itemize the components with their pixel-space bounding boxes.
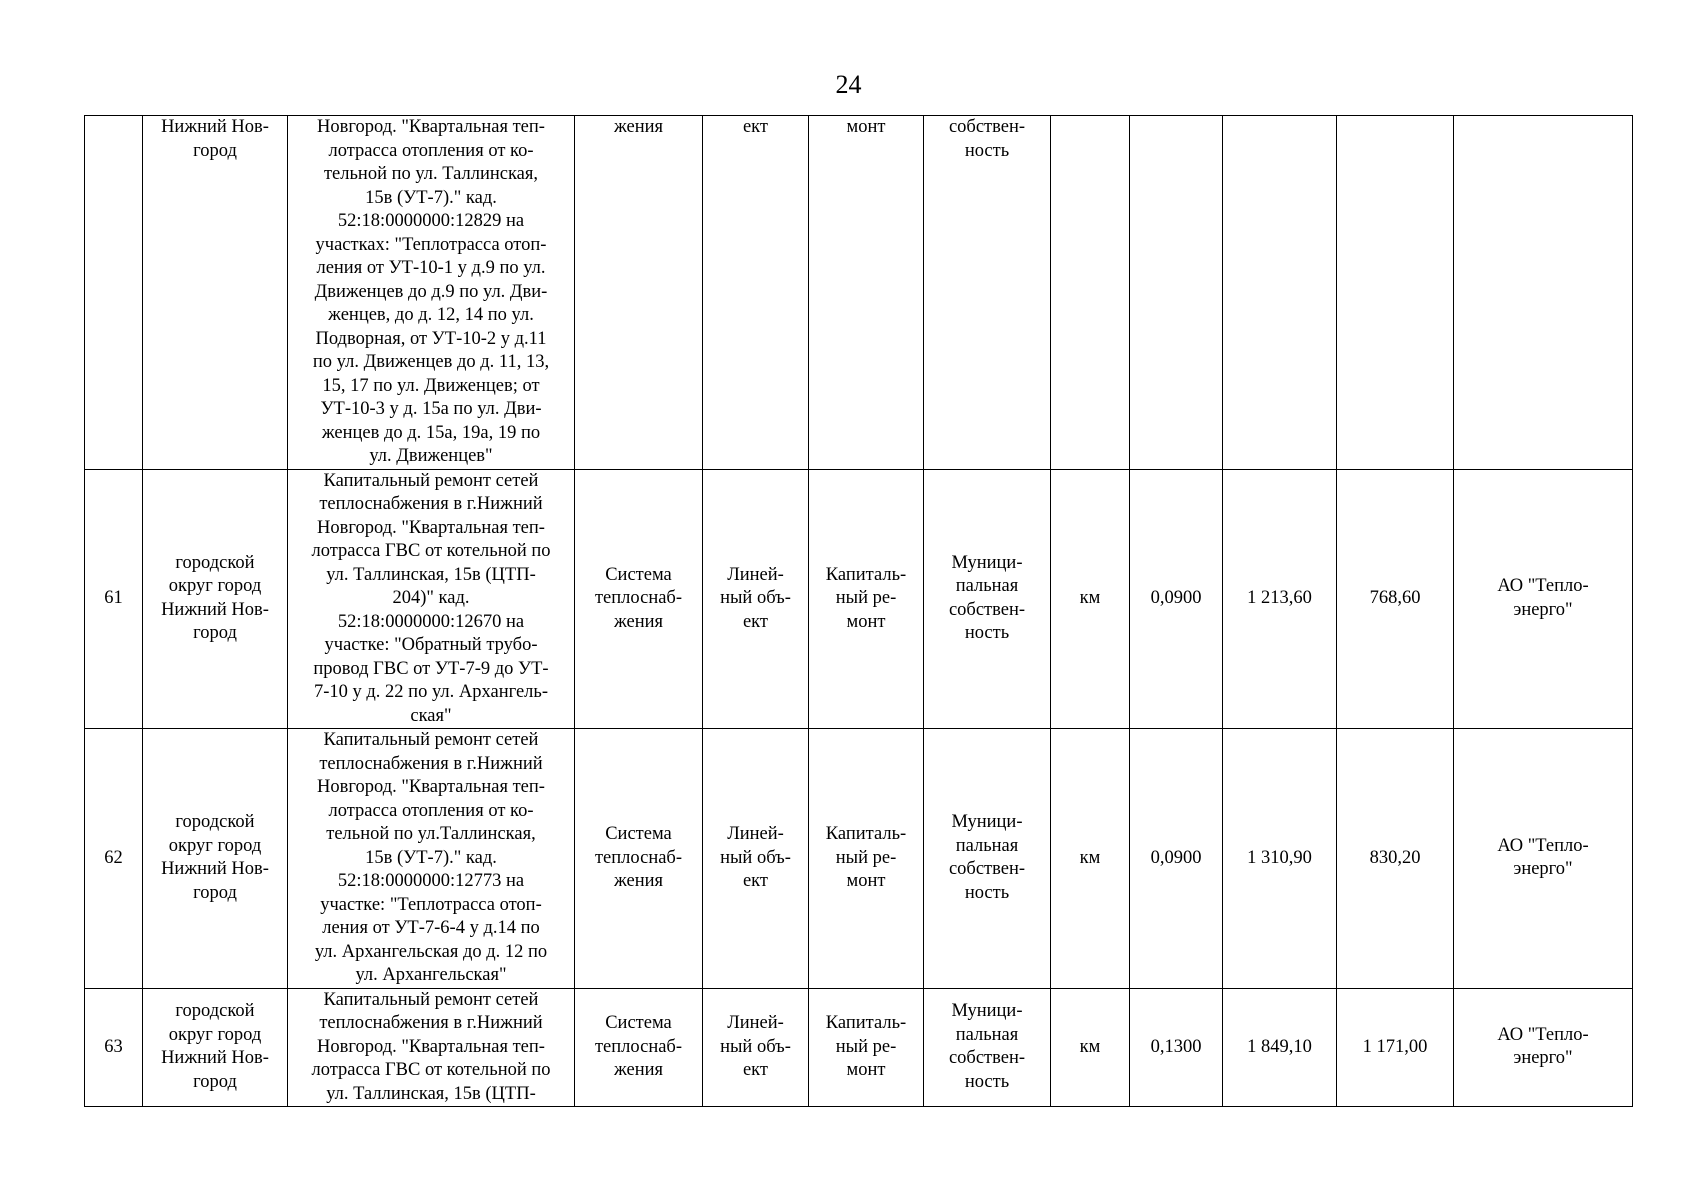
work-type-cell: Капиталь- ный ре- монт bbox=[809, 729, 924, 989]
territory-cell: городской округ город Нижний Нов- город bbox=[143, 729, 288, 989]
unit-cell bbox=[1051, 116, 1130, 470]
table-row bbox=[85, 729, 1633, 989]
object-type-cell: ект bbox=[703, 116, 809, 470]
row-number-cell: 61 bbox=[85, 469, 143, 729]
length-cell: 0,1300 bbox=[1130, 988, 1223, 1107]
organization-cell: АО "Тепло- энерго" bbox=[1454, 988, 1633, 1107]
system-cell: Система теплоснаб- жения bbox=[575, 469, 703, 729]
ownership-cell: Муници- пальная собствен- ность bbox=[924, 988, 1051, 1107]
row-number-cell: 62 bbox=[85, 729, 143, 989]
organization-cell bbox=[1454, 116, 1633, 470]
territory-cell: городской округ город Нижний Нов- город bbox=[143, 988, 288, 1107]
object-type-cell: Линей- ный объ- ект bbox=[703, 729, 809, 989]
cost-total-cell: 1 310,90 bbox=[1223, 729, 1337, 989]
cost-part-cell: 830,20 bbox=[1337, 729, 1454, 989]
description-cell: Новгород. "Квартальная теп- лотрасса отопления от ко- тельной по ул. Таллинская, 15в (УТ-7)." кад. 52:18:0000000:12829 на участках: "Теплотрасса отоп- ления от УТ-10-1 у д.9 по ул. Движенцев до д.9 по ул. Дви- женцев, до д. 12, 14 по ул. Подворная, от УТ-10-2 у д.11 по ул. Движенцев до д. 11, 13, 15, 17 по ул. Движенцев; от УТ-10-3 у д. 15а по ул. Дви- женцев до д. 15а, 19а, 19 по ул. Движенцев" bbox=[288, 116, 575, 470]
table-row bbox=[85, 988, 1633, 1107]
table-row bbox=[85, 469, 1633, 729]
description-cell: Капитальный ремонт сетей теплоснабжения в г.Нижний Новгород. "Квартальная теп- лотрасса отопления от ко- тельной по ул.Таллинская, 15в (УТ-7)." кад. 52:18:0000000:12773 на участке: "Теплотрасса отоп- ления от УТ-7-6-4 у д.14 по ул. Архангельская до д. 12 по ул. Архангельская" bbox=[288, 729, 575, 989]
length-cell: 0,0900 bbox=[1130, 469, 1223, 729]
ownership-cell: Муници- пальная собствен- ность bbox=[924, 469, 1051, 729]
work-type-cell: Капиталь- ный ре- монт bbox=[809, 988, 924, 1107]
row-number-cell bbox=[85, 116, 143, 470]
cost-part-cell: 768,60 bbox=[1337, 469, 1454, 729]
length-cell bbox=[1130, 116, 1223, 470]
cost-part-cell: 1 171,00 bbox=[1337, 988, 1454, 1107]
page-number: 24 bbox=[835, 70, 862, 99]
ownership-cell: Муници- пальная собствен- ность bbox=[924, 729, 1051, 989]
works-table bbox=[84, 115, 1633, 1107]
organization-cell: АО "Тепло- энерго" bbox=[1454, 469, 1633, 729]
object-type-cell: Линей- ный объ- ект bbox=[703, 469, 809, 729]
territory-cell: Нижний Нов- город bbox=[143, 116, 288, 470]
object-type-cell: Линей- ный объ- ект bbox=[703, 988, 809, 1107]
length-cell: 0,0900 bbox=[1130, 729, 1223, 989]
unit-cell: км bbox=[1051, 988, 1130, 1107]
unit-cell: км bbox=[1051, 469, 1130, 729]
system-cell: Система теплоснаб- жения bbox=[575, 988, 703, 1107]
system-cell: жения bbox=[575, 116, 703, 470]
unit-cell: км bbox=[1051, 729, 1130, 989]
cost-part-cell bbox=[1337, 116, 1454, 470]
cost-total-cell bbox=[1223, 116, 1337, 470]
table-row bbox=[85, 116, 1633, 470]
cost-total-cell: 1 213,60 bbox=[1223, 469, 1337, 729]
work-type-cell: монт bbox=[809, 116, 924, 470]
row-number-cell: 63 bbox=[85, 988, 143, 1107]
description-cell: Капитальный ремонт сетей теплоснабжения в г.Нижний Новгород. "Квартальная теп- лотрасса ГВС от котельной по ул. Таллинская, 15в (ЦТП- bbox=[288, 988, 575, 1107]
organization-cell: АО "Тепло- энерго" bbox=[1454, 729, 1633, 989]
work-type-cell: Капиталь- ный ре- монт bbox=[809, 469, 924, 729]
cost-total-cell: 1 849,10 bbox=[1223, 988, 1337, 1107]
territory-cell: городской округ город Нижний Нов- город bbox=[143, 469, 288, 729]
ownership-cell: собствен- ность bbox=[924, 116, 1051, 470]
description-cell: Капитальный ремонт сетей теплоснабжения в г.Нижний Новгород. "Квартальная теп- лотрасса ГВС от котельной по ул. Таллинская, 15в (ЦТП- 204)" кад. 52:18:0000000:12670 на участке: "Обратный трубо- провод ГВС от УТ-7-9 до УТ- 7-10 у д. 22 по ул. Архангель- ская" bbox=[288, 469, 575, 729]
system-cell: Система теплоснаб- жения bbox=[575, 729, 703, 989]
